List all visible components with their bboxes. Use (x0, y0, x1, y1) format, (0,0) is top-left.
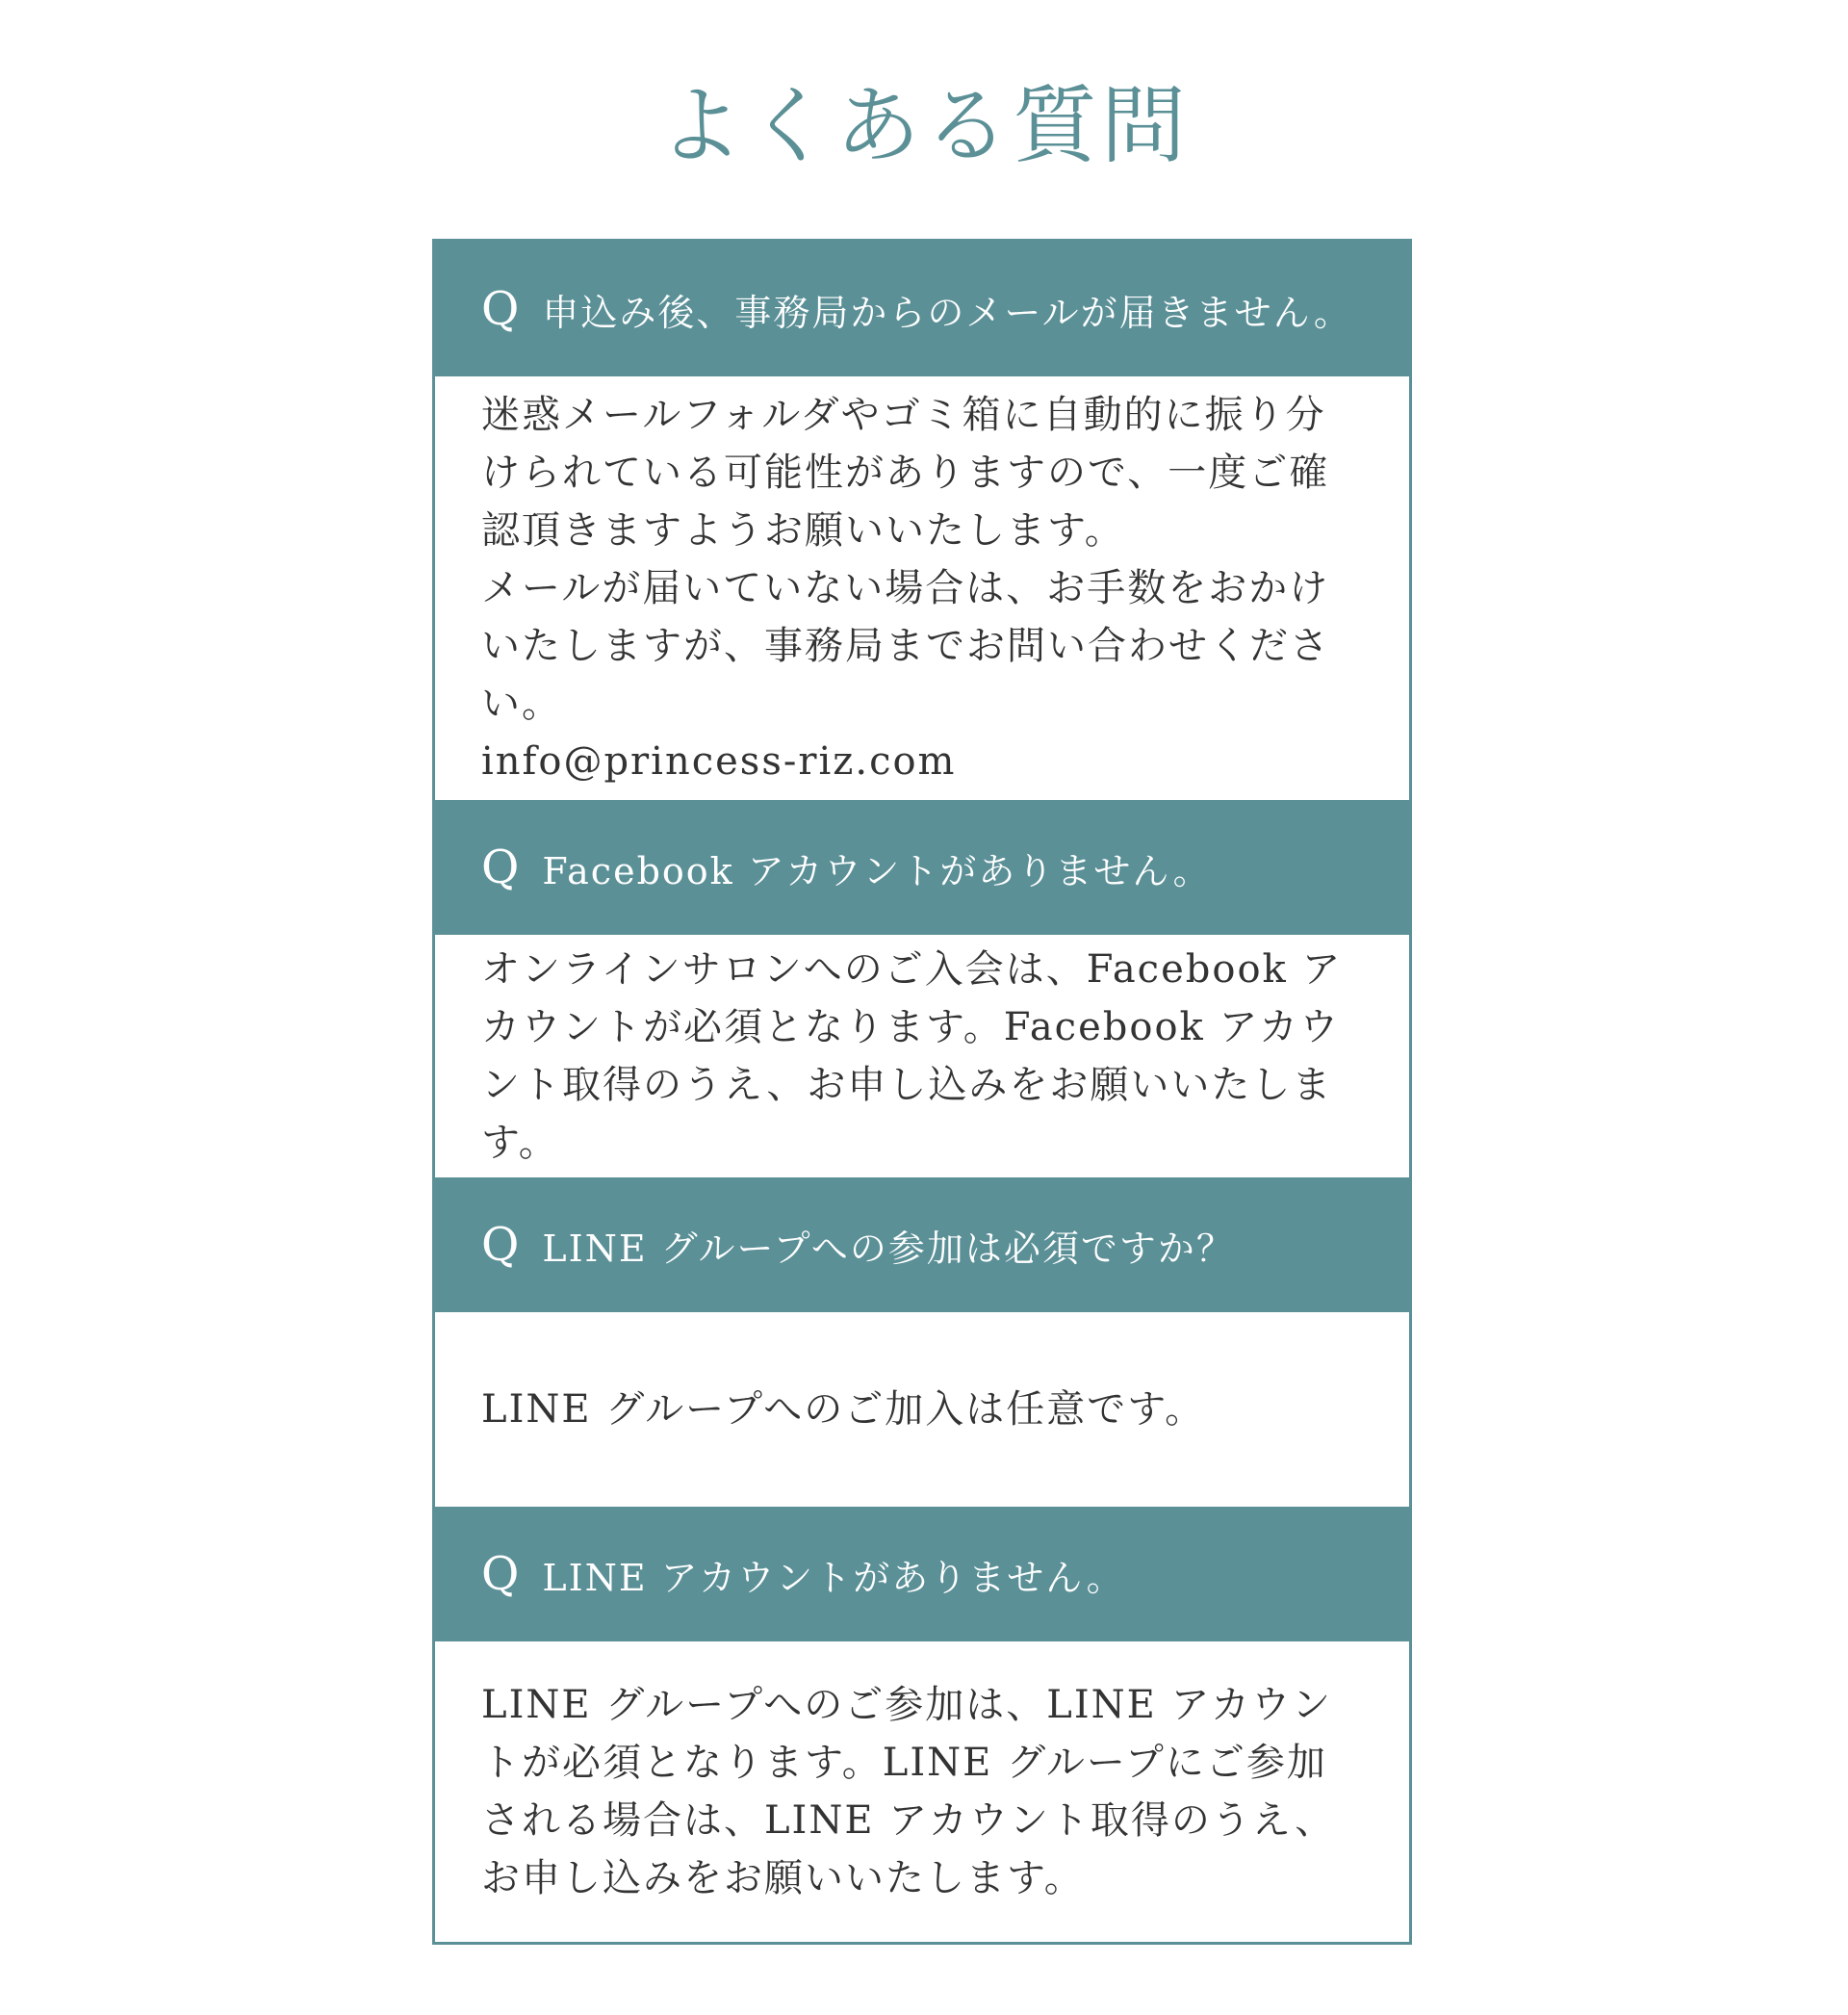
faq-answer-4 (435, 1641, 1409, 1942)
page-title: よくある質問 (657, 76, 1190, 175)
faq-answer-2 (435, 935, 1409, 1177)
answer-text: 迷惑メールフォルダやゴミ箱に自動的に振り分けられている可能性がありますので、一度ご確認頂きますようお願いいたします。 メールが届いていない場合は、お手数をおかけいたしますが、事務局までお問い合わせください。 info@princess-riz.com (481, 393, 1330, 784)
question-text: Facebook アカウントがありません。 (542, 849, 1212, 892)
question-text: LINE アカウントがありません。 (542, 1556, 1125, 1599)
answer-text: LINE グループへのご加入は任意です。 (481, 1387, 1206, 1432)
faq-question-2 (435, 800, 1409, 935)
q-mark-icon: Q (481, 1547, 522, 1601)
faq-question-1 (435, 242, 1409, 376)
question-text: 申込み後、事務局からのメールが届きません。 (542, 291, 1352, 334)
q-mark-icon: Q (481, 840, 522, 894)
answer-text: LINE グループへのご参加は、LINE アカウントが必須となります。LINE グループにご参加される場合は、LINE アカウント取得のうえ、お申し込みをお願いいたします。 (481, 1683, 1336, 1900)
faq-answer-3 (435, 1312, 1409, 1507)
answer-text: オンラインサロンへのご入会は、Facebook アカウントが必須となります。Facebook アカウント取得のうえ、お申し込みをお願いいたします。 (481, 947, 1343, 1165)
faq-question-3 (435, 1177, 1409, 1312)
question-text: LINE グループへの参加は必須ですか？ (542, 1227, 1235, 1270)
faq-answer-1 (435, 376, 1409, 800)
q-mark-icon: Q (481, 1218, 522, 1272)
faq-list (432, 239, 1412, 1945)
faq-question-4 (435, 1507, 1409, 1641)
q-mark-icon: Q (481, 282, 522, 336)
